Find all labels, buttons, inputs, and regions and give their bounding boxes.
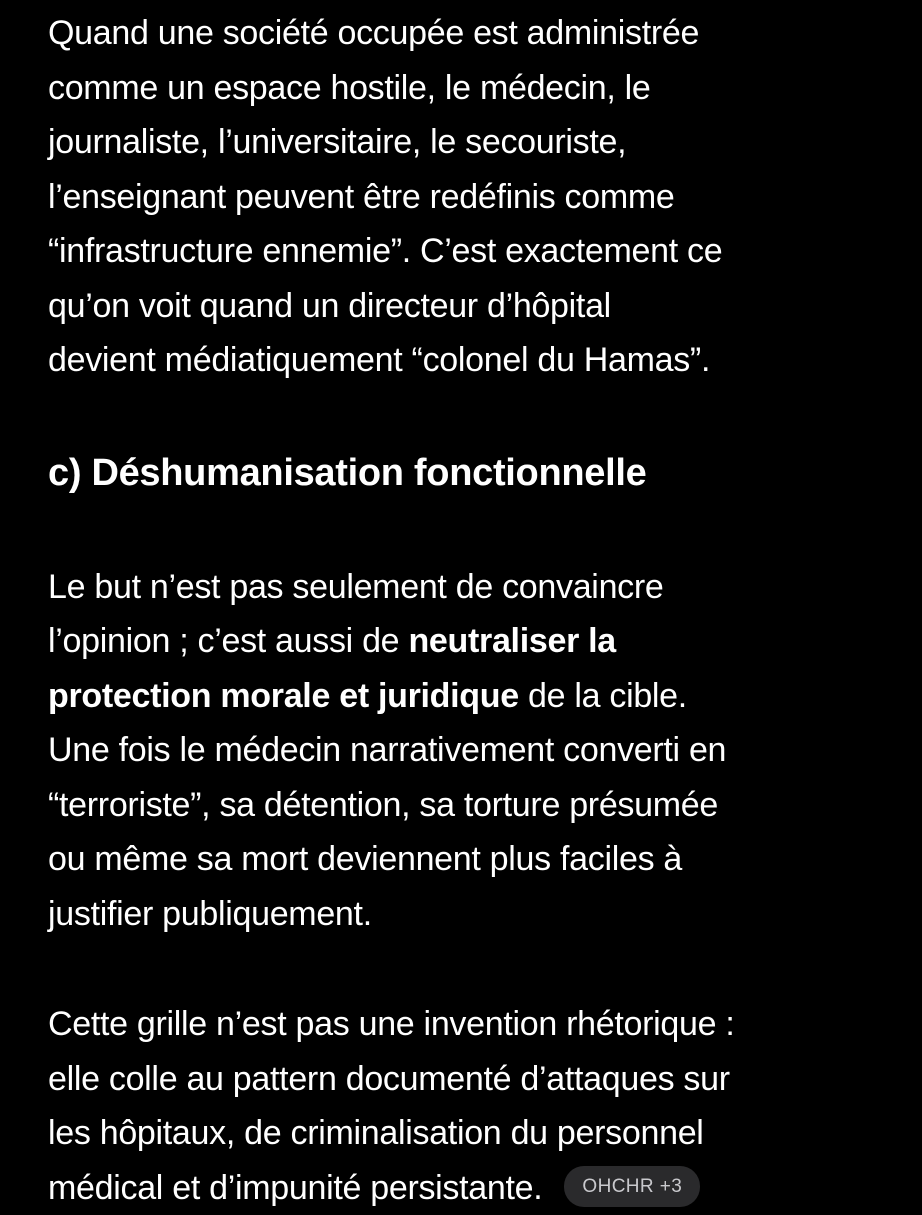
source-citation-chip[interactable]: OHCHR +3 — [564, 1166, 700, 1207]
text-line — [48, 669, 908, 724]
text-line: Une fois le médecin narrativement converti en — [48, 723, 908, 778]
text-line: les hôpitaux, de criminalisation du personnel — [48, 1106, 908, 1161]
text-line: Cette grille n’est pas une invention rhétorique : — [48, 997, 908, 1052]
text-segment: l’opinion ; c’est aussi de — [48, 622, 408, 660]
paragraph-functional-dehumanisation — [48, 560, 908, 942]
text-line — [48, 614, 908, 669]
text-line: Quand une société occupée est administrée — [48, 6, 908, 61]
text-line: journaliste, l’universitaire, le secouriste, — [48, 115, 908, 170]
text-line: comme un espace hostile, le médecin, le — [48, 61, 908, 116]
text-line: justifier publiquement. — [48, 887, 908, 942]
article-body — [48, 6, 908, 1215]
text-line: l’enseignant peuvent être redéfinis comme — [48, 170, 908, 225]
text-line: Le but n’est pas seulement de convaincre — [48, 560, 908, 615]
text-line — [48, 1161, 908, 1215]
text-line: qu’on voit quand un directeur d’hôpital — [48, 279, 908, 334]
paragraph-documented-pattern — [48, 997, 908, 1215]
text-line: “infrastructure ennemie”. C’est exactement ce — [48, 224, 908, 279]
text-line: devient médiatiquement “colonel du Hamas”. — [48, 333, 908, 388]
text-line: ou même sa mort deviennent plus faciles à — [48, 832, 908, 887]
text-segment: de la cible. — [519, 677, 687, 715]
bold-text: protection morale et juridique — [48, 677, 519, 715]
text-line: “terroriste”, sa détention, sa torture présumée — [48, 778, 908, 833]
paragraph-occupied-society — [48, 6, 908, 388]
text-line: elle colle au pattern documenté d’attaques sur — [48, 1052, 908, 1107]
text-segment: médical et d’impunité persistante. — [48, 1169, 542, 1207]
section-heading: c) Déshumanisation fonctionnelle — [48, 446, 908, 500]
bold-text: neutraliser la — [408, 622, 615, 660]
